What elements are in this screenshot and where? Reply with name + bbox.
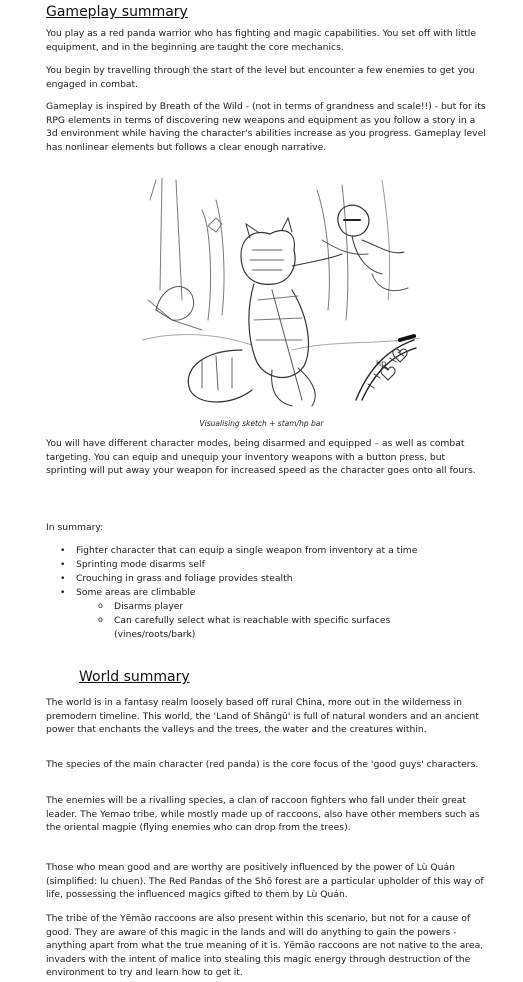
gameplay-paragraph-1: You play as a red panda warrior who has fighting and magic capabilities. You set off with little equipment, and in the beginning are taught the core mechanics.	[46, 28, 477, 53]
list-item-label: Some areas are climbable	[76, 587, 196, 598]
world-paragraph-5: The tribe of the Yēmāo raccoons are also present within this scenario, but not for a cause of good. They are aware of this magic in the lands and will do anything to gain the powers - anything apart from what the true meaning of it is. Yēmāo raccoons are not native to the area, invaders with the intent of malice into stealing this magic energy through destruction of the environment to try and learn how to get it.	[46, 913, 484, 979]
sub-bullet-list	[76, 600, 444, 642]
sub-list-item: o Can carefully select what is reachable with specific surfaces (vines/roots/bark)	[96, 614, 444, 642]
sub-list-item: o Disarms player	[96, 600, 444, 614]
sketch-caption: Visualising sketch + stam/hp bar	[199, 419, 324, 428]
world-paragraph-2: The species of the main character (red panda) is the core focus of the 'good guys' characters.	[46, 759, 479, 770]
world-paragraph-3: The enemies will be a rivalling species, a clan of raccoon fighters who fall under their great leader. The Yemao tribe, while mostly made up of raccoons, also have other members such as the oriental magpie (flying enemies who can drop from the trees).	[46, 795, 480, 834]
gameplay-paragraph-4: You will have different character modes, being disarmed and equipped – as well as combat targeting. You can equip and unequip your inventory weapons with a button press, but sprinting will put away your weapon for increased speed as the character goes onto all fours.	[46, 438, 476, 477]
list-item: • Fighter character that can equip a single weapon from inventory at a time	[58, 544, 444, 558]
world-paragraph-1: The world is in a fantasy realm loosely based off rural China, more out in the wilderness in premodern timeline. This world, the 'Land of Shāngū' is full of natural wonders and an ancient power that enchants the valleys and the trees, the water and the creatures within.	[46, 697, 479, 736]
gameplay-paragraph-3: Gameplay is inspired by Breath of the Wild - (not in terms of grandness and scale!!) - but for its RPG elements in terms of discovering new weapons and equipment as you follow a story in a 3d environment while having the character's abilities increase as you progress. Gameplay level has nonlinear elements but follows a clear enough narrative.	[46, 101, 486, 153]
gameplay-summary-heading: Gameplay summary	[46, 4, 188, 20]
concept-sketch-image	[142, 170, 420, 410]
gameplay-paragraph-2: You begin by travelling through the start of the level but encounter a few enemies to get you engaged in combat.	[46, 65, 475, 90]
summary-intro: In summary:	[46, 522, 104, 533]
world-summary-heading: World summary	[79, 669, 190, 685]
sketch-hp-label: hp	[376, 359, 387, 368]
list-item: • Crouching in grass and foliage provides stealth	[58, 572, 444, 586]
list-item	[58, 586, 444, 642]
summary-bullet-list	[58, 544, 444, 642]
list-item: • Sprinting mode disarms self	[58, 558, 444, 572]
world-paragraph-4: Those who mean good and are worthy are positively influenced by the power of Lù Quán (simplified: lu chuen). The Red Pandas of the Shō forest are a particular upholder of this way of life, possessing the influenced magics gifted to them by Lù Quán.	[46, 862, 484, 901]
